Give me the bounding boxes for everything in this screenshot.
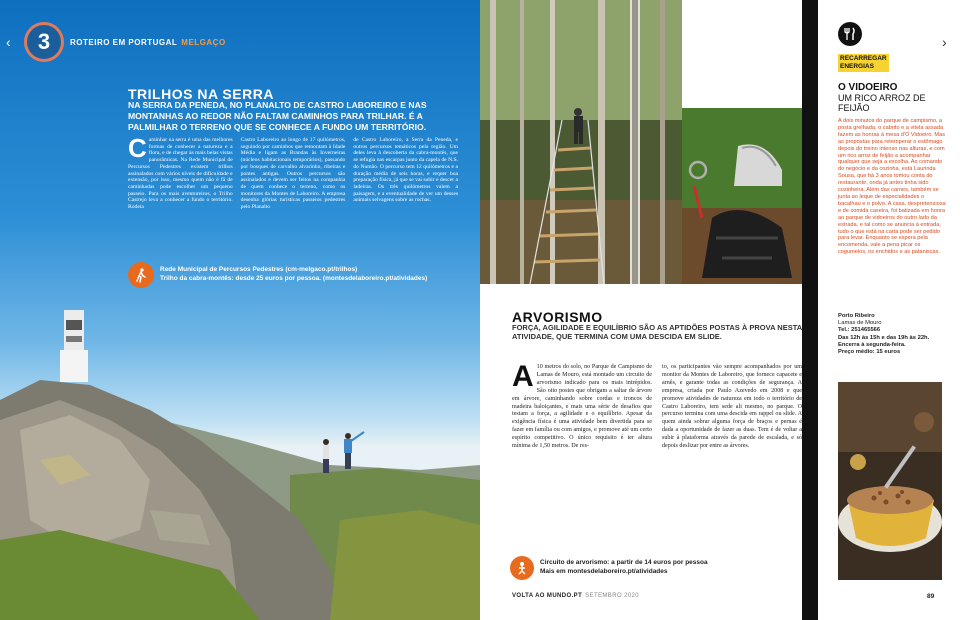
footer-month: SETEMBRO 2020 (585, 593, 640, 599)
sidebar-tag-line-1: RECARREGAR (840, 55, 887, 62)
arvorismo-body (512, 360, 802, 451)
trail-info-line-2: Trilho da cabra-montês: desde 25 euros por pessoa. (montesdelaboreiro.pt/atividades) (160, 274, 428, 282)
page-number: 89 (927, 593, 935, 600)
trail-info-line-1: Rede Municipal de Percursos Pedestres (cm-melgaco.pt/trilhos) (160, 266, 358, 273)
arvorismo-title: ARVORISMO (512, 309, 603, 325)
restaurant-closed: Encerra à segunda-feira. (838, 341, 906, 348)
section-label (70, 38, 226, 47)
rice-bowl-photo (838, 382, 942, 580)
prev-page-arrow-icon[interactable]: ‹ (6, 34, 11, 50)
restaurant-place: Lamas de Mouro (838, 320, 882, 327)
arvorismo-info-box (510, 556, 708, 580)
page-edge (946, 0, 960, 620)
cutlery-icon (838, 22, 862, 46)
arvorismo-info-text (540, 559, 708, 576)
article-title: TRILHOS NA SERRA (128, 86, 274, 102)
page-footer (512, 593, 639, 599)
sidebar-tag (838, 54, 889, 72)
arvorismo-column-1-text: 10 metros do solo, no Parque de Campismo de Lamas de Mouro, está montado um circuito de arvorismo indicado para os mais intrépidos. São oito postes que obrigam a saltar de árvore em árvore, caminhando sobre cordas e troncos de madeira baloiçantes, e mais uma série de desafios que testam a força, a agilidade e o equilíbrio. Apesar da exigência física é uma atividade bem divertida para se fazer em família ou com amigos, e promove até um certo espírito competitivo. O único requisito é ter altura mínima de 1,50 metros. De res- (512, 364, 652, 450)
article-lede: NA SERRA DA PENEDA, NO PLANALTO DE CASTRO LABOREIRO E NAS MONTANHAS AO REDOR NÃO FALTAM CAMINHOS PARA TRILHAR. É A PALMILHAR O TERRENO QUE SE CONHECE A FUNDO UM TERRITÓRIO. (128, 100, 427, 132)
arvorismo-info-line-1: Circuito de arvorismo: a partir de 14 euros por pessoa (540, 559, 708, 566)
restaurant-price: Preço médio: 15 euros (838, 349, 901, 356)
arvorismo-dropcap: A (512, 360, 534, 393)
arvorismo-lede: FORÇA, AGILIDADE E EQUILÍBRIO SÃO AS APTIDÕES POSTAS À PROVA NESTA ATIVIDADE, QUE TERMINA COM UMA DESCIDA EM SLIDE. (512, 323, 802, 342)
body-column-2: Castro Laboreiro ao longo de 17 quilómetros, seguindo por caminhos que remontam à Idade Média e ligam as Brandas às Inverneiras (núcleos habitacionais temporários), passando por bosques de carvalho alvarinho, ribeiras e pontes antigas. Outros percursos são assinalados e devem ser feitos na companhia de quem conhece o terreno, como os monitores da Montes de Laboreiro. A empresa desenha glórias turísticas passeios pedestres pelo Planalto (240, 137, 346, 211)
restaurant-info (838, 313, 948, 356)
restaurant-address: Porto Ribeiro (838, 313, 875, 319)
section-number: 3 (37, 29, 51, 54)
section-number-badge (24, 22, 64, 62)
mountain-landscape-photo (0, 290, 480, 620)
restaurant-body: A dois minutos do parque de campismo, a posta grelhada, o cabrito e a vitela assada fazem as honras à mesa d'O Vidoeiro. Mas as propostas para retemperar o estômago depois do treino intenso nas alturas, e com um rico arroz de feijão a acompanhar qualquer que seja a escolha. Ao comando do negócio e da cozinha, está Laurinda Sousa, que há 3 anos tomou conta do restaurante, onda já antes tinha sido cozinheira. Além das carnes, também se junta ao leque de especialidades o bacalhau e o polvo. A casa, despretensiosa e de comida caseira, foi batizada em honra ao parque de vidoeiros do outro lado da estrada, e tal como se anuncia à entrada, tudo o que está na carta pode ser pedido para levar. Enquanto se espera pela encomenda, vale a pena picar os cogumelos, os enchidos e as pataniscas. (838, 118, 946, 256)
arvorismo-column-1 (512, 360, 652, 451)
trail-info-box (128, 262, 427, 288)
trail-info-text (160, 266, 427, 283)
hiker-icon (128, 262, 154, 288)
arvorismo-column-2: to, os participantes vão sempre acompanhados por um monitor da Montes de Laboreiro, que fornece capacete e arnês, e garante todas as condições de segurança. A empresa, criada por Paulo Azevedo em 2008 e que promove atividades de natureza em todo o território de Castro Laboreiro, tem sede ali mesmo, no parque. O percurso termina com uma descida em rappel ou slide. A quem ainda sobrar alguma força de braços e pernas é dada a oportunidade de fazer as duas. Tem é de voltar a subir à plataforma através da parede de escalada, e só depois deslizar por entre as árvores. (662, 364, 802, 450)
section-place: MELGAÇO (181, 38, 226, 47)
dropcap: C (128, 133, 147, 163)
sidebar-divider (802, 0, 818, 620)
body-column-1 (128, 133, 233, 211)
body-column-3: de Castro Laboreiro, a Serra da Peneda, e outros percursos temáticos pela região. Um deles leva à descoberta da cabra-montês, que se refugia nas escarpas junto da capela de N.S. do Numão. O percurso tem 12 quilómetros e a duração média de seis horas, e requer boa preparação física, já que se vai subir e descer a ladeiras. Os três quilómetros valem a paisagem, e a eventualidade de ver um desses animais selvagens sobre as rochas. (353, 137, 459, 204)
arvorismo-info-line-2: Mais em montesdelaboreiro.pt/atividades (540, 567, 668, 575)
section-label-text: ROTEIRO EM PORTUGAL (70, 38, 178, 47)
sidebar-tag-line-2: ENERGIAS (840, 63, 874, 70)
forest-climbing-photo (480, 0, 682, 284)
footer-magazine: VOLTA AO MUNDO.PT (512, 593, 583, 599)
restaurant-phone: Tel.: 251465566 (838, 327, 881, 334)
climber-icon (510, 556, 534, 580)
body-column-1-text: aminhar na serra é uma das melhores formas de conhecer a natureza e a flora, e de chegar às mais belas vistas panorâmicas. Na Rede Municipal de Percursos Pedestres existem trilhos assinalados com vários níveis de dificuldade e extensão, por isso, mesmo quem não é fã de caminhadas pode escolher um pequeno passeio. Para os mais aventureiros, o Trilho Castrejo leva a conhecer a fundo o território. Rodeia (128, 137, 233, 211)
restaurant-hours: Das 12h às 15h e das 19h às 22h. (838, 334, 930, 341)
article-body (128, 133, 459, 211)
restaurant-title: O VIDOEIRO (838, 82, 898, 93)
next-page-arrow-icon[interactable]: › (942, 34, 947, 50)
restaurant-subtitle: UM RICO ARROZ DE FEIJÃO (838, 93, 926, 113)
climbing-gear-photo (682, 108, 804, 284)
right-page (480, 0, 960, 620)
